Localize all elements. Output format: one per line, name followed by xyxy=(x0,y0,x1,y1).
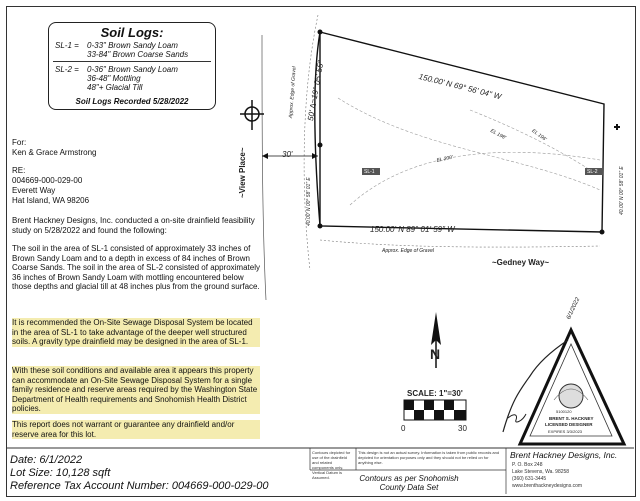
benchmark-icon xyxy=(614,124,620,130)
contour-el-label: EL 196' xyxy=(530,128,548,143)
soil-logs-title: Soil Logs: xyxy=(100,25,164,40)
company-web: www.brenthackneydesigns.com xyxy=(512,483,583,489)
footer-tax-account: Reference Tax Account Number: 004669-000-029-00 xyxy=(10,480,269,492)
curve-label: 50' ∆=19° 05' 55" xyxy=(306,60,326,122)
paragraph-intro: Brent Hackney Designs, Inc. conducted a on-site drainfield feasibility study on 5/28/2022 and found the following: xyxy=(12,216,255,235)
contours-note: Contours depicted for use of the drainfield and related components only. Vertical Datum is Assumed. xyxy=(312,450,351,480)
company-city: Lake Stevens, Wa. 98258 xyxy=(512,469,570,475)
company-phone: (360) 631-3445 xyxy=(512,476,547,482)
paragraph-recommendation: It is recommended the On-Site Sewage Disposal System be located in the area of SL-1 to take advantage of the deeper well structured soils. A gravity type drainfield may be designed in the area of SL-1. xyxy=(12,318,260,347)
gravel-left-label: Approx. Edge of Gravel xyxy=(288,66,298,119)
north-label: N xyxy=(430,346,441,362)
company-po-box: P. O. Box 248 xyxy=(512,462,543,468)
sl2-id: SL-2 = xyxy=(55,65,79,74)
company-name: Brent Hackney Designs, Inc. xyxy=(510,450,618,460)
scale-label: SCALE: 1"=30' xyxy=(407,389,463,398)
signature-date: 6/1/2022 xyxy=(566,296,582,321)
gravel-edge-bottom xyxy=(320,240,600,247)
scale-bar xyxy=(404,400,466,420)
contour-el-label: EL 200' xyxy=(436,154,454,164)
paragraph-disclaimer: This report does not warrant or guarantee any drainfield and/or reserve area for this lot. xyxy=(12,420,260,439)
property-boundary xyxy=(320,32,604,232)
view-place-label: ~View Place~ xyxy=(238,147,247,198)
client-name: Ken & Grace Armstrong xyxy=(12,148,97,157)
signature-mark xyxy=(508,414,526,422)
address-line2: Hat Island, WA 98206 xyxy=(12,196,90,205)
seal-name: BRENT S. HACKNEY xyxy=(549,416,594,421)
re-label: RE: xyxy=(12,166,26,175)
gedney-way-label: ~Gedney Way~ xyxy=(492,258,550,267)
contours-source-line2: County Data Set xyxy=(379,483,439,492)
sl1-line1: 0-33" Brown Sandy Loam xyxy=(87,41,178,50)
parcel-number: 004669-000-029-00 xyxy=(12,176,83,185)
setback-label: 30' xyxy=(282,150,293,159)
sl2-label: SL-2 xyxy=(587,169,598,175)
seal-number: 5100120 xyxy=(556,409,572,414)
top-bearing-label: 150.00' N 69° 56' 04" W xyxy=(417,72,503,102)
sl1-id: SL-1 = xyxy=(55,41,79,50)
survey-disclaimer: This design is not an actual survey. Information is taken from public records and depicted for orientation purposes only and they should not be relied on for anything else. xyxy=(358,450,500,465)
sl2-line1: 0-36" Brown Sandy Loam xyxy=(87,65,178,74)
address-line1: Everett Way xyxy=(12,186,56,195)
contour-el-label: EL 198' xyxy=(489,128,507,142)
scale-zero: 0 xyxy=(401,424,406,433)
soil-logs-recorded: Soil Logs Recorded 5/28/2022 xyxy=(75,97,189,106)
view-place-road-edge xyxy=(262,35,266,300)
sl2-line3: 48"+ Glacial Till xyxy=(87,83,143,92)
scale-thirty: 30 xyxy=(458,424,467,433)
corner-marker xyxy=(318,143,323,148)
contour-line xyxy=(470,110,598,175)
seal-portrait xyxy=(559,384,583,408)
footer-date: Date: 6/1/2022 xyxy=(10,454,83,466)
paragraph-soil: The soil in the area of SL-1 consisted of approximately 33 inches of Brown Sandy Loam and to a depth in excess of 84 inches of Brown Coarse Sands. The soil in the area of SL-2 consisted of approximately 36 inches of Brown Sandy Loam with mottling encountered below those depths and glacial till at 48 inches plus from the ground surface. xyxy=(12,244,260,291)
left-side-label: 40.00' N 00° 58' 01" E xyxy=(306,177,312,226)
paragraph-capacity: With these soil conditions and available area it appears this property can accommodate an On-Site Sewage Disposal System for a single family residence and reserve areas required by the Washington State Department of Health requirements and Snohomish Health District policies. xyxy=(12,366,260,414)
sl1-label: SL-1 xyxy=(364,169,375,175)
gravel-bottom-label: Approx. Edge of Gravel xyxy=(382,248,434,254)
footer-lot-size: Lot Size: 10,128 sqft xyxy=(10,467,111,479)
seal-license: LICENSED DESIGNER xyxy=(545,422,593,427)
corner-marker xyxy=(318,224,323,229)
bottom-bearing-label: 150.00' N 89° 01' 59" W xyxy=(370,225,455,234)
sl2-line2: 36-48" Mottling xyxy=(87,74,141,83)
contour-line xyxy=(350,152,600,205)
sl1-line2: 33-84" Brown Coarse Sands xyxy=(87,50,189,59)
seal-expires: EXPIRES 3/3/2023 xyxy=(548,429,583,434)
contours-source-line1: Contours as per Snohomish xyxy=(359,474,459,483)
for-label: For: xyxy=(12,138,27,147)
corner-marker xyxy=(318,30,323,35)
right-side-label: 40.00' N 00° 58' 01" E xyxy=(619,166,625,215)
contour-line xyxy=(338,98,600,190)
corner-marker xyxy=(600,230,605,235)
